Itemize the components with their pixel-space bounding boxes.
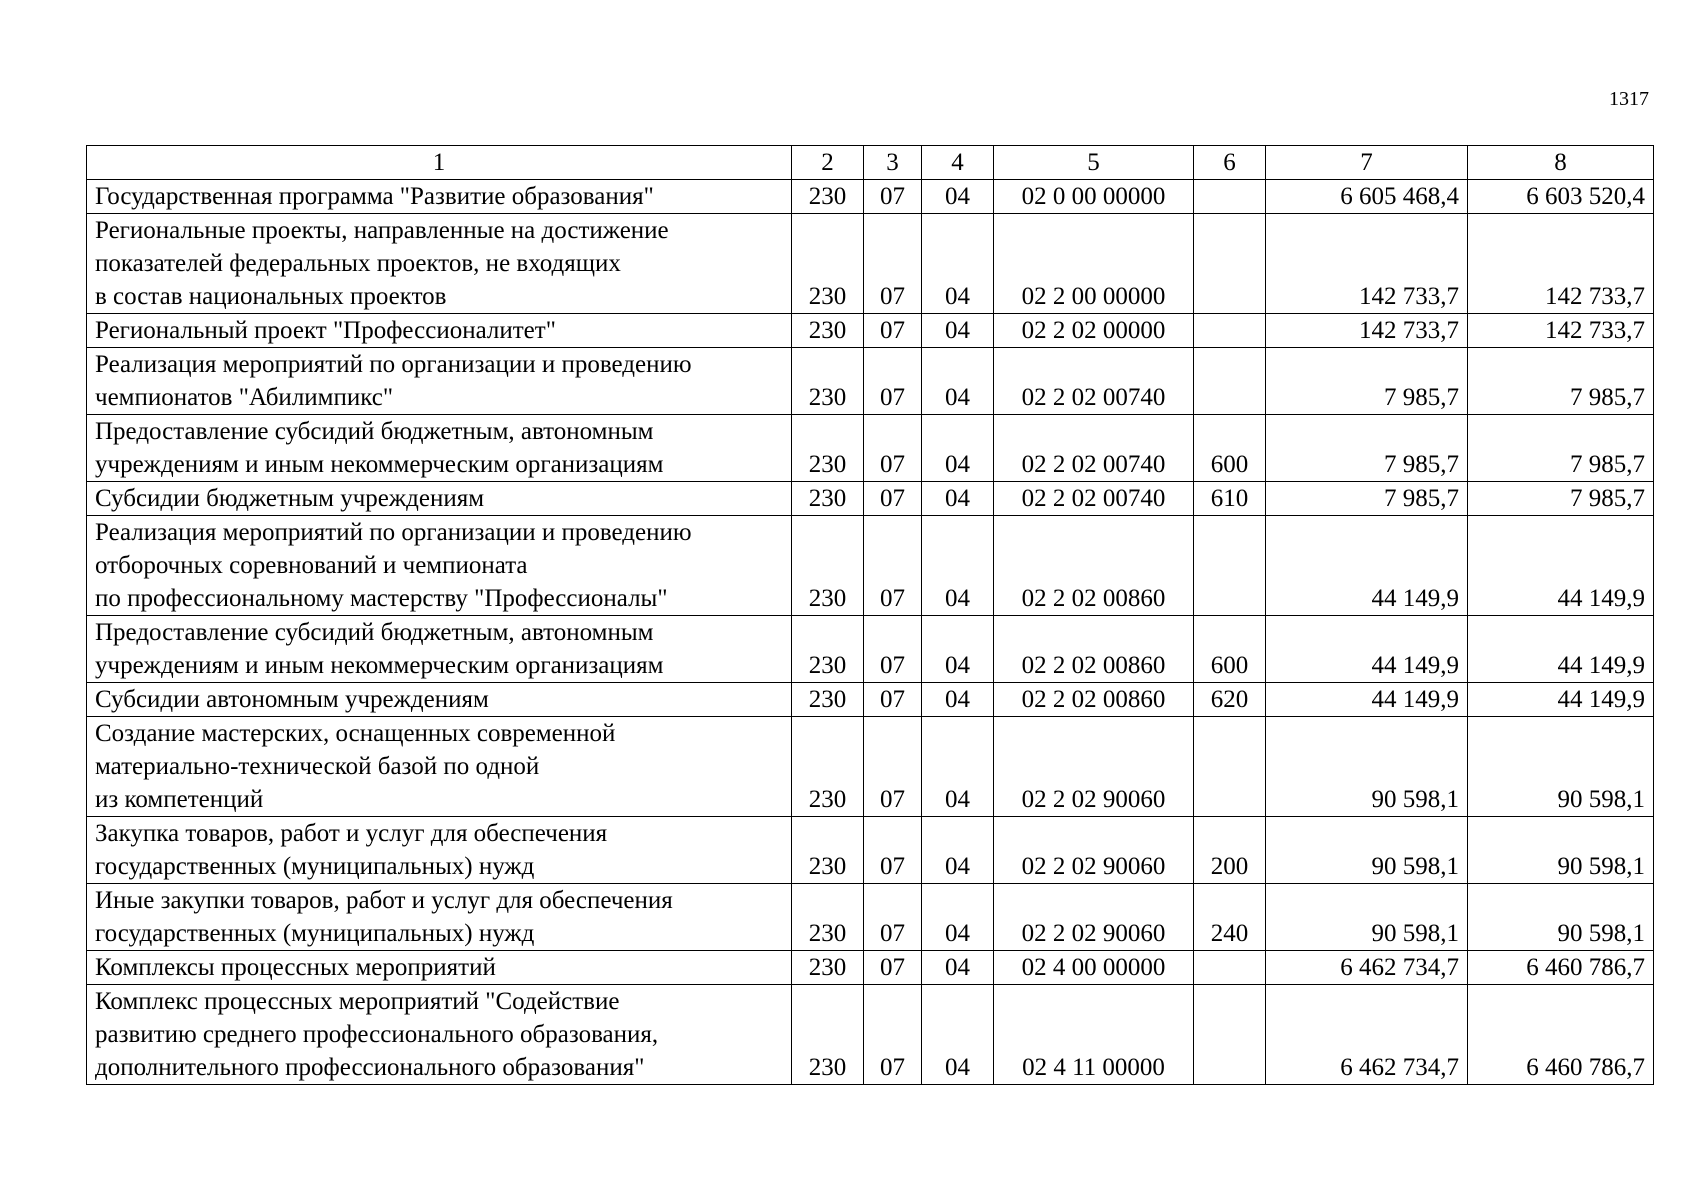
expense-type-cell (1194, 717, 1266, 817)
target-article-cell: 02 2 02 90060 (994, 884, 1194, 951)
target-article-cell: 02 2 02 00860 (994, 516, 1194, 616)
row-name-cell (87, 884, 792, 951)
amount-year1-cell: 6 462 734,7 (1266, 985, 1468, 1085)
row-name-line: Реализация мероприятий по организации и проведению (95, 519, 692, 546)
amount-year2-cell: 6 603 520,4 (1468, 180, 1654, 214)
subsection-cell: 04 (922, 482, 994, 516)
column-header: 7 (1266, 146, 1468, 180)
row-name-cell (87, 616, 792, 683)
admin-code-cell: 230 (792, 717, 864, 817)
subsection-cell: 04 (922, 314, 994, 348)
row-name-cell (87, 951, 792, 985)
row-name-line: в состав национальных проектов (95, 283, 447, 310)
row-name-line: Субсидии бюджетным учреждениям (95, 485, 485, 512)
row-name-line: учреждениям и иным некоммерческим организациям (95, 451, 664, 478)
expense-type-cell: 610 (1194, 482, 1266, 516)
row-name-line: учреждениям и иным некоммерческим организациям (95, 652, 664, 679)
amount-year1-cell: 44 149,9 (1266, 616, 1468, 683)
target-article-cell: 02 2 02 00000 (994, 314, 1194, 348)
amount-year1-cell: 90 598,1 (1266, 884, 1468, 951)
target-article-cell: 02 2 02 00860 (994, 616, 1194, 683)
row-name-line: Предоставление субсидий бюджетным, автономным (95, 418, 654, 445)
section-cell: 07 (864, 415, 922, 482)
row-name-line: Региональные проекты, направленные на достижение (95, 217, 669, 244)
row-name-cell (87, 985, 792, 1085)
amount-year1-cell: 6 462 734,7 (1266, 951, 1468, 985)
row-name-cell (87, 214, 792, 314)
subsection-cell: 04 (922, 951, 994, 985)
expense-type-cell: 200 (1194, 817, 1266, 884)
subsection-cell: 04 (922, 348, 994, 415)
admin-code-cell: 230 (792, 683, 864, 717)
target-article-cell: 02 2 00 00000 (994, 214, 1194, 314)
subsection-cell: 04 (922, 683, 994, 717)
budget-table (86, 145, 1654, 1085)
amount-year2-cell: 90 598,1 (1468, 884, 1654, 951)
row-name-line: Создание мастерских, оснащенных современной (95, 720, 616, 747)
column-header: 6 (1194, 146, 1266, 180)
row-name-line: Комплексы процессных мероприятий (95, 954, 496, 981)
section-cell: 07 (864, 717, 922, 817)
section-cell: 07 (864, 616, 922, 683)
expense-type-cell (1194, 314, 1266, 348)
table-row (87, 951, 1654, 985)
expense-type-cell (1194, 214, 1266, 314)
table-row (87, 482, 1654, 516)
admin-code-cell: 230 (792, 884, 864, 951)
row-name-line: Иные закупки товаров, работ и услуг для обеспечения (95, 887, 673, 914)
amount-year2-cell: 44 149,9 (1468, 616, 1654, 683)
admin-code-cell: 230 (792, 348, 864, 415)
subsection-cell: 04 (922, 985, 994, 1085)
section-cell: 07 (864, 348, 922, 415)
amount-year2-cell: 7 985,7 (1468, 348, 1654, 415)
amount-year2-cell: 142 733,7 (1468, 214, 1654, 314)
expense-type-cell (1194, 951, 1266, 985)
table-row (87, 516, 1654, 616)
subsection-cell: 04 (922, 214, 994, 314)
target-article-cell: 02 2 02 90060 (994, 817, 1194, 884)
subsection-cell: 04 (922, 884, 994, 951)
row-name-line: из компетенций (95, 786, 264, 813)
admin-code-cell: 230 (792, 616, 864, 683)
admin-code-cell: 230 (792, 482, 864, 516)
column-header: 1 (87, 146, 792, 180)
admin-code-cell: 230 (792, 415, 864, 482)
admin-code-cell: 230 (792, 314, 864, 348)
section-cell: 07 (864, 482, 922, 516)
expense-type-cell: 240 (1194, 884, 1266, 951)
admin-code-cell: 230 (792, 214, 864, 314)
row-name-line: дополнительного профессионального образования" (95, 1054, 645, 1081)
column-header: 4 (922, 146, 994, 180)
amount-year1-cell: 142 733,7 (1266, 314, 1468, 348)
row-name-line: показателей федеральных проектов, не входящих (95, 250, 621, 277)
row-name-cell (87, 314, 792, 348)
header-row (87, 146, 1654, 180)
section-cell: 07 (864, 884, 922, 951)
amount-year1-cell: 44 149,9 (1266, 516, 1468, 616)
table-body (87, 180, 1654, 1085)
amount-year2-cell: 142 733,7 (1468, 314, 1654, 348)
amount-year1-cell: 90 598,1 (1266, 717, 1468, 817)
target-article-cell: 02 2 02 00740 (994, 348, 1194, 415)
target-article-cell: 02 2 02 00740 (994, 482, 1194, 516)
section-cell: 07 (864, 683, 922, 717)
target-article-cell: 02 0 00 00000 (994, 180, 1194, 214)
row-name-cell (87, 516, 792, 616)
subsection-cell: 04 (922, 817, 994, 884)
page-number: 1317 (1609, 88, 1649, 110)
expense-type-cell: 600 (1194, 415, 1266, 482)
row-name-line: Комплекс процессных мероприятий "Содействие (95, 988, 620, 1015)
subsection-cell: 04 (922, 180, 994, 214)
section-cell: 07 (864, 985, 922, 1085)
amount-year2-cell: 44 149,9 (1468, 683, 1654, 717)
column-header: 2 (792, 146, 864, 180)
section-cell: 07 (864, 516, 922, 616)
row-name-line: Региональный проект "Профессионалитет" (95, 317, 556, 344)
expense-type-cell (1194, 985, 1266, 1085)
expense-type-cell (1194, 516, 1266, 616)
admin-code-cell: 230 (792, 985, 864, 1085)
row-name-line: Субсидии автономным учреждениям (95, 686, 489, 713)
target-article-cell: 02 4 11 00000 (994, 985, 1194, 1085)
table-row (87, 214, 1654, 314)
row-name-line: Предоставление субсидий бюджетным, автономным (95, 619, 654, 646)
table-row (87, 348, 1654, 415)
section-cell: 07 (864, 951, 922, 985)
amount-year2-cell: 7 985,7 (1468, 415, 1654, 482)
amount-year1-cell: 44 149,9 (1266, 683, 1468, 717)
admin-code-cell: 230 (792, 516, 864, 616)
amount-year1-cell: 7 985,7 (1266, 482, 1468, 516)
target-article-cell: 02 2 02 00740 (994, 415, 1194, 482)
row-name-line: Закупка товаров, работ и услуг для обеспечения (95, 820, 608, 847)
table-row (87, 817, 1654, 884)
row-name-line: государственных (муниципальных) нужд (95, 853, 535, 880)
section-cell: 07 (864, 180, 922, 214)
row-name-line: материально-технической базой по одной (95, 753, 540, 780)
section-cell: 07 (864, 214, 922, 314)
admin-code-cell: 230 (792, 180, 864, 214)
amount-year1-cell: 90 598,1 (1266, 817, 1468, 884)
column-header: 3 (864, 146, 922, 180)
expense-type-cell (1194, 180, 1266, 214)
row-name-line: развитию среднего профессионального образования, (95, 1021, 659, 1048)
subsection-cell: 04 (922, 415, 994, 482)
admin-code-cell: 230 (792, 951, 864, 985)
expense-type-cell: 600 (1194, 616, 1266, 683)
table-row (87, 985, 1654, 1085)
subsection-cell: 04 (922, 717, 994, 817)
amount-year1-cell: 6 605 468,4 (1266, 180, 1468, 214)
amount-year1-cell: 7 985,7 (1266, 348, 1468, 415)
row-name-line: отборочных соревнований и чемпионата (95, 552, 528, 579)
amount-year2-cell: 90 598,1 (1468, 717, 1654, 817)
subsection-cell: 04 (922, 516, 994, 616)
row-name-cell (87, 415, 792, 482)
amount-year2-cell: 90 598,1 (1468, 817, 1654, 884)
table-row (87, 717, 1654, 817)
row-name-line: по профессиональному мастерству "Профессионалы" (95, 585, 668, 612)
amount-year2-cell: 44 149,9 (1468, 516, 1654, 616)
table-row (87, 616, 1654, 683)
table-row (87, 180, 1654, 214)
row-name-cell (87, 683, 792, 717)
amount-year2-cell: 6 460 786,7 (1468, 985, 1654, 1085)
section-cell: 07 (864, 314, 922, 348)
table-row (87, 415, 1654, 482)
table-row (87, 683, 1654, 717)
table-row (87, 314, 1654, 348)
row-name-cell (87, 348, 792, 415)
target-article-cell: 02 4 00 00000 (994, 951, 1194, 985)
row-name-cell (87, 717, 792, 817)
amount-year1-cell: 142 733,7 (1266, 214, 1468, 314)
row-name-line: Реализация мероприятий по организации и проведению (95, 351, 692, 378)
expense-type-cell (1194, 348, 1266, 415)
expense-type-cell: 620 (1194, 683, 1266, 717)
row-name-cell (87, 482, 792, 516)
row-name-line: Государственная программа "Развитие образования" (95, 183, 654, 210)
row-name-line: чемпионатов "Абилимпикс" (95, 384, 394, 411)
target-article-cell: 02 2 02 00860 (994, 683, 1194, 717)
subsection-cell: 04 (922, 616, 994, 683)
amount-year1-cell: 7 985,7 (1266, 415, 1468, 482)
row-name-cell (87, 817, 792, 884)
section-cell: 07 (864, 817, 922, 884)
row-name-line: государственных (муниципальных) нужд (95, 920, 535, 947)
row-name-cell (87, 180, 792, 214)
admin-code-cell: 230 (792, 817, 864, 884)
table-row (87, 884, 1654, 951)
column-header: 8 (1468, 146, 1654, 180)
target-article-cell: 02 2 02 90060 (994, 717, 1194, 817)
column-header: 5 (994, 146, 1194, 180)
amount-year2-cell: 7 985,7 (1468, 482, 1654, 516)
amount-year2-cell: 6 460 786,7 (1468, 951, 1654, 985)
